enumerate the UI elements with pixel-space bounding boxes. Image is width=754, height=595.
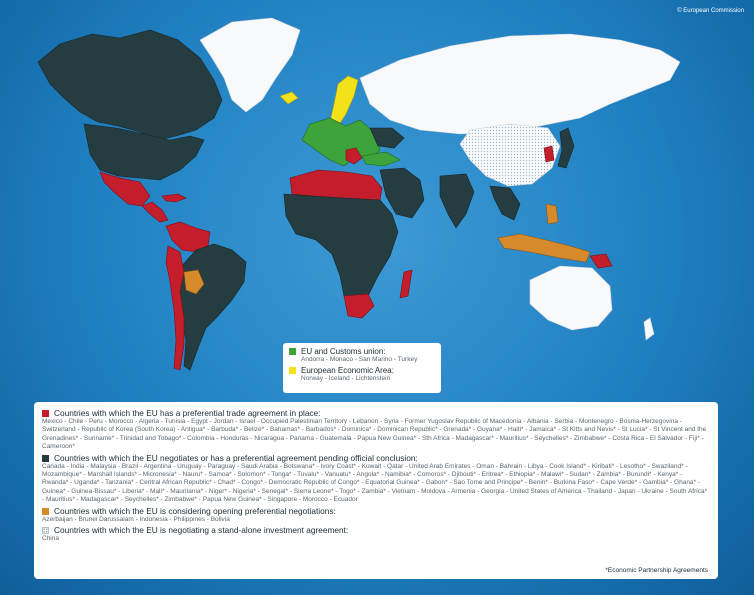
mini-legend-title: EU and Customs union: bbox=[301, 347, 386, 356]
region-indonesia bbox=[498, 234, 590, 262]
region-russia bbox=[360, 34, 680, 134]
mini-legend-item bbox=[289, 366, 435, 375]
legend-countries: Azerbaijan - Brunei Darussalam - Indonesia - Philippines - Bolivia bbox=[42, 515, 230, 523]
region-iceland bbox=[280, 92, 298, 104]
mini-legend-countries: Norway - Iceland - Lichtenstein bbox=[301, 375, 391, 382]
legend-category bbox=[42, 525, 710, 543]
footnote: *Economic Partnership Agreements bbox=[605, 567, 708, 574]
region-south-africa bbox=[344, 294, 374, 318]
region-png bbox=[590, 254, 612, 268]
region-se-asia bbox=[490, 186, 520, 220]
mini-legend bbox=[283, 343, 441, 393]
region-peru-chile bbox=[166, 246, 184, 370]
region-madagascar bbox=[400, 270, 412, 298]
copyright-credit: © European Commission bbox=[677, 8, 744, 14]
legend-title: Countries with which the EU is negotiating a stand-alone investment agreement: bbox=[54, 525, 349, 536]
legend-category bbox=[42, 506, 710, 524]
legend-category bbox=[42, 408, 710, 452]
region-brazil bbox=[176, 244, 246, 370]
region-canada bbox=[38, 30, 222, 140]
region-new-zealand bbox=[644, 318, 654, 340]
region-philippines bbox=[546, 204, 558, 224]
swatch-orange bbox=[42, 508, 49, 515]
swatch-green bbox=[289, 348, 296, 355]
region-caribbean bbox=[162, 194, 186, 202]
swatch-yellow bbox=[289, 367, 296, 374]
legend-title: Countries with which the EU is considering opening preferential negotiations: bbox=[54, 505, 336, 516]
region-india bbox=[440, 174, 474, 228]
region-norway bbox=[330, 76, 358, 126]
swatch-red bbox=[42, 410, 49, 417]
legend-title: Countries with which the EU has a preferential trade agreement in place: bbox=[54, 408, 321, 418]
swatch-dark bbox=[42, 455, 49, 462]
legend-category bbox=[42, 453, 710, 505]
swatch-dotted bbox=[42, 527, 49, 534]
region-australia bbox=[530, 266, 612, 330]
region-japan bbox=[558, 128, 574, 168]
legend-countries: Mexico - Chile - Peru - Morocco - Algeria - Tunisia - Egypt - Jordan - Israel - Occupied Palestinian Territory - Lebanon - Syria - Former Yugoslav Republic of Macedonia - Albania - Serbia - Montenegro - Bosnia-Herzegovina - Switzerland - Republic of Korea (South Korea) - Antigua* - Barbuda* - Belize* - Bahamas* - Barbados* - Dominica* - Dominican Republic* - Grenada* - Guyana* - Haiti* - Jamaica* - St Kitts and Nevis* - St Lucia* - St Vincent and the Grenadines* - Suriname* - Trinidad and Tobago* - Colombia - Honduras - Nicaragua - Panama - Guatemala - Papua New Guinea* - Sth Africa - Madagascar* - Mauritius* - Seychelles* - Zimbabwe* - Costa Rica - El Salvador - Fiji* - Cameroon* bbox=[42, 418, 707, 451]
legend-title: Countries with which the EU negotiates or has a preferential agreement pending official conclusion: bbox=[54, 452, 418, 463]
mini-legend-item bbox=[289, 347, 435, 356]
main-legend bbox=[34, 402, 718, 579]
legend-countries: Canada - India - Malaysia - Brazil - Argentina - Uruguay - Paraguay - Saudi Arabia - Botswana* - Ivory Coast* - Kuwait - Qatar - United Arab Emirates - Oman - Bahrain - Libya - Cook Island* - Kiribati* - Lesotho* - Swaziland* - Mozambique* - Marshall Islands* - Micronesia* - Nauru* - Samoa* - Solomon* - Tonga* - Tuvalu* - Vanuatu* - Angola* - Namibia* - Comoros* - Djibouti* - Eritrea* - Ethiopia* - Malawi* - Sudan* - Zambia* - Burundi* - Kenya* - Rwanda* - Uganda* - Tanzania* - Central African Republic* - Chad* - Congo* - Democratic Republic of Congo* - Equatorial Guinea* - Gabon* - Sao Tome and Principe* - Benin* - Burkina Faso* - Cape Verde* - Gambia* - Ghana* - Guinea* - Guinea-Bissau* - Liberia* - Mali* - Mauritania* - Niger* - Nigeria* - Senegal* - Sierra Leone* - Togo* - Zambia* - Vietnam - Moldova - Armenia - Georgia - United States of America - Thailand - Japan - Ukraine - South Africa* - Mauritius* - Madagascar* - Seychelles* - Zimbabwe* - Papua New Guinea* - Singapore - Morocco - Ecuador bbox=[42, 462, 708, 504]
legend-countries: China bbox=[42, 535, 59, 543]
region-africa bbox=[284, 194, 398, 306]
region-central-america bbox=[142, 202, 168, 222]
mini-legend-title: European Economic Area: bbox=[301, 366, 394, 375]
mini-legend-countries: Andorra - Monaco - San Marino - Turkey bbox=[301, 356, 418, 363]
region-korea bbox=[544, 146, 554, 162]
